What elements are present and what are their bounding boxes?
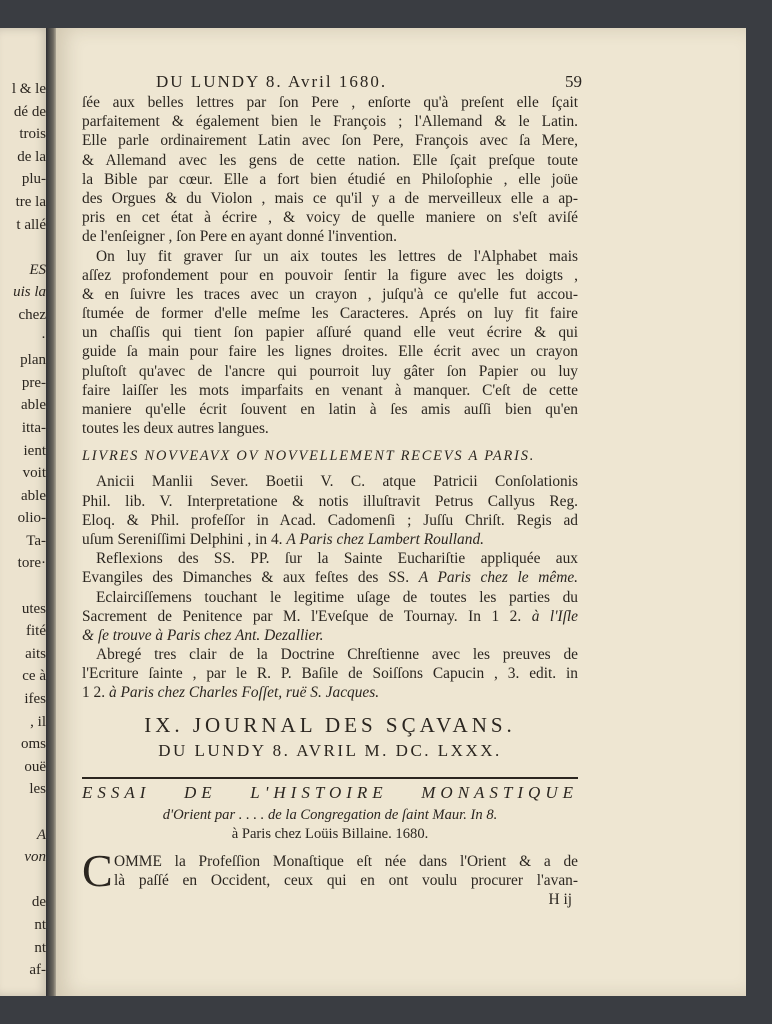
entry-text: Sacrement de Penitence par M. l'Eveſque de Tournay. In 1 2.	[82, 607, 532, 625]
text-line: guide ſa main pour faire les lignes droites. Elle écrit avec un crayon	[82, 343, 578, 361]
left-fragment: dé de	[13, 103, 46, 120]
publisher-imprint: A Paris chez le même.	[418, 569, 578, 587]
left-fragment: , il	[30, 713, 46, 730]
left-fragment: utes	[21, 600, 46, 617]
left-fragment: t allé	[16, 216, 46, 233]
text-line: & en ſuivre les traces avec un crayon , juſqu'à ce qu'elle fut accou-	[82, 285, 578, 303]
article-title: ESSAI DE L'HISTOIRE MONASTIQUE	[82, 782, 578, 802]
left-fragment: uis la	[13, 284, 46, 301]
divider-rule	[82, 777, 578, 779]
text-line: là paſſé en Occident, ceux qui en ont voulu procurer l'avan-	[114, 871, 578, 889]
publisher-imprint: & ſe trouve à Paris chez Ant. Dezallier.	[82, 626, 324, 644]
left-fragment: A	[36, 826, 46, 843]
text-line: maniere qu'elle écrit ſouvent en latin à ſes amis auſſi bien qu'en	[82, 401, 578, 418]
left-fragment: chez	[18, 306, 46, 323]
text-line: parfaitement & également bien le François ; l'Allemand & le Latin.	[82, 113, 578, 131]
left-fragment: itta-	[21, 419, 46, 436]
page-number: 59	[565, 72, 582, 91]
left-fragment: de	[31, 894, 46, 911]
text-line: la Bible par cœur. Elle a fort bien étudié en Philoſophie , elle joüe	[82, 170, 578, 188]
left-fragment	[2, 236, 46, 259]
running-title: DU LUNDY 8. Avril 1680.	[156, 72, 388, 91]
page-content	[82, 72, 582, 910]
text-line	[82, 683, 578, 702]
left-fragment: ouë	[24, 758, 46, 775]
publisher-imprint: A Paris chez Lambert Roulland.	[286, 530, 484, 548]
left-fragment: plu-	[21, 171, 46, 188]
article-publisher: à Paris chez Loüis Billaine. 1680.	[231, 825, 429, 842]
left-fragment: ·	[41, 329, 46, 346]
entry-text: uſum Sereniſſimi Delphini , in 4.	[82, 530, 287, 548]
left-fragment: von	[24, 849, 46, 866]
signature-mark: H ij	[548, 891, 572, 908]
section-heading: LIVRES NOVVEAVX OV NOVVELLEMENT RECEVS A PARIS.	[82, 448, 536, 465]
journal-title: IX. JOURNAL DES SÇAVANS.	[144, 712, 516, 737]
journal-date: DU LUNDY 8. AVRIL M. DC. LXXX.	[158, 740, 502, 760]
left-fragment	[2, 575, 46, 598]
left-fragment: voit	[22, 465, 46, 482]
publisher-imprint: à Paris chez Charles Foſſet, ruë S. Jacques.	[108, 684, 380, 702]
text-line: l'Ecriture ſainte , par le R. P. Baſile de Soiſſons Capucin , 3. edit. in	[82, 665, 578, 683]
text-line: On luy fit graver ſur un aix toutes les lettres de l'Alphabet mais	[96, 247, 578, 265]
book-entry-4	[82, 645, 578, 703]
page-header	[82, 72, 582, 92]
text-line: ſtumée de former d'elle meſme les Caracteres. Aprés on luy fit faire	[82, 305, 578, 323]
paragraph-1	[82, 93, 578, 247]
drop-cap: C	[82, 844, 113, 896]
text-line: un chaſſis qui tient ſon papier aſſuré quand elle veut écrire & qui	[82, 324, 578, 342]
text-line: pluſtoſt qu'avec de l'ancre qui pourroit luy gâter ſon Papier ou luy	[82, 362, 578, 380]
entry-text: 1 2.	[82, 684, 109, 702]
text-line: Anicii Manlii Sever. Boetii V. C. atque Patricii Conſolationis	[96, 473, 578, 491]
left-fragment: plan	[20, 352, 46, 369]
text-line	[82, 568, 578, 587]
left-fragment: ES	[29, 261, 46, 278]
text-line: Elle parle ordinairement Latin avec ſon Pere, François avec ſa Mere,	[82, 132, 578, 150]
left-fragment: nt	[34, 916, 46, 933]
text-line: Reflexions des SS. PP. ſur la Sainte Euchariſtie appliquée aux	[96, 550, 578, 568]
publisher-imprint: à l'Iſle	[531, 607, 578, 625]
left-page-text	[2, 78, 46, 982]
text-line: des Orgues & du Violon , mais ce qu'il y a de merveilleux elle a ap-	[82, 189, 578, 207]
text-line	[82, 607, 578, 626]
left-fragment: olio-	[17, 510, 46, 527]
left-fragment: ce à	[22, 668, 46, 685]
left-fragment: tore·	[17, 555, 46, 572]
left-fragment: nt	[34, 939, 46, 956]
book-entry-3	[82, 588, 578, 646]
text-line: Eloq. & Phil. profeſſor in Acad. Cadomenſi ; Juſſu Chriſt. Regis ad	[82, 511, 578, 529]
text-line: Eclairciſſemens touchant le legitime uſage de toutes les parties du	[96, 588, 578, 606]
book-entry-2	[82, 549, 578, 587]
left-fragment	[2, 801, 46, 824]
left-fragment: ifes	[24, 691, 46, 708]
article-subtitle: d'Orient par . . . . de la Congregation de ſaint Maur. In 8.	[162, 806, 498, 823]
text-line: Abregé tres clair de la Doctrine Chreſtienne avec les preuves de	[96, 646, 578, 664]
left-fragment: les	[29, 781, 46, 798]
text-line: pris en cet état à écrire , & voicy de quelle maniere on s'eſt aviſé	[82, 209, 578, 227]
left-fragment: Ta-	[26, 532, 46, 549]
text-line: aſſez profondement pour en pouvoir ſentir la figure avec les doigts ,	[82, 266, 578, 284]
left-fragment: af-	[29, 962, 46, 979]
text-line	[82, 530, 578, 549]
left-fragment: de la	[17, 148, 46, 165]
text-line: ſée aux belles lettres par ſon Pere , enſorte qu'à preſent elle ſçait	[82, 94, 578, 111]
left-fragment: ient	[23, 442, 46, 459]
left-fragment: trois	[19, 126, 46, 143]
book-entry-1	[82, 472, 578, 549]
left-fragment: able	[21, 397, 46, 414]
text-line: OMME la Profeſſion Monaſtique eſt née dans l'Orient & a de	[114, 852, 578, 870]
left-fragment: tre la	[15, 193, 46, 210]
left-fragment: oms	[20, 736, 46, 753]
left-fragment: fité	[26, 623, 46, 640]
left-fragment: pre-	[21, 374, 46, 391]
text-line: de l'enſeigner , ſon Pere en ayant donné l'invention.	[82, 228, 397, 246]
article-opening	[82, 844, 578, 896]
left-fragment: able	[21, 487, 46, 504]
paragraph-2	[82, 247, 578, 439]
right-page	[56, 28, 746, 996]
text-line: toutes les deux autres langues.	[82, 420, 269, 438]
text-line: & Allemand avec les gens de cette nation. Elle ſçait preſque toute	[82, 151, 578, 169]
text-line: Phil. lib. V. Interpretatione & notis illuſtravit Petrus Callyus Reg.	[82, 492, 578, 510]
left-page	[0, 28, 52, 996]
text-line: faire laiſſer les mots imparfaits en venant à manquer. C'eſt de cette	[82, 381, 578, 399]
left-fragment: l & le	[11, 81, 46, 97]
left-fragment	[2, 869, 46, 892]
entry-text: Evangiles des Dimanches & aux feſtes des SS.	[82, 569, 419, 587]
left-fragment: aits	[25, 645, 46, 662]
